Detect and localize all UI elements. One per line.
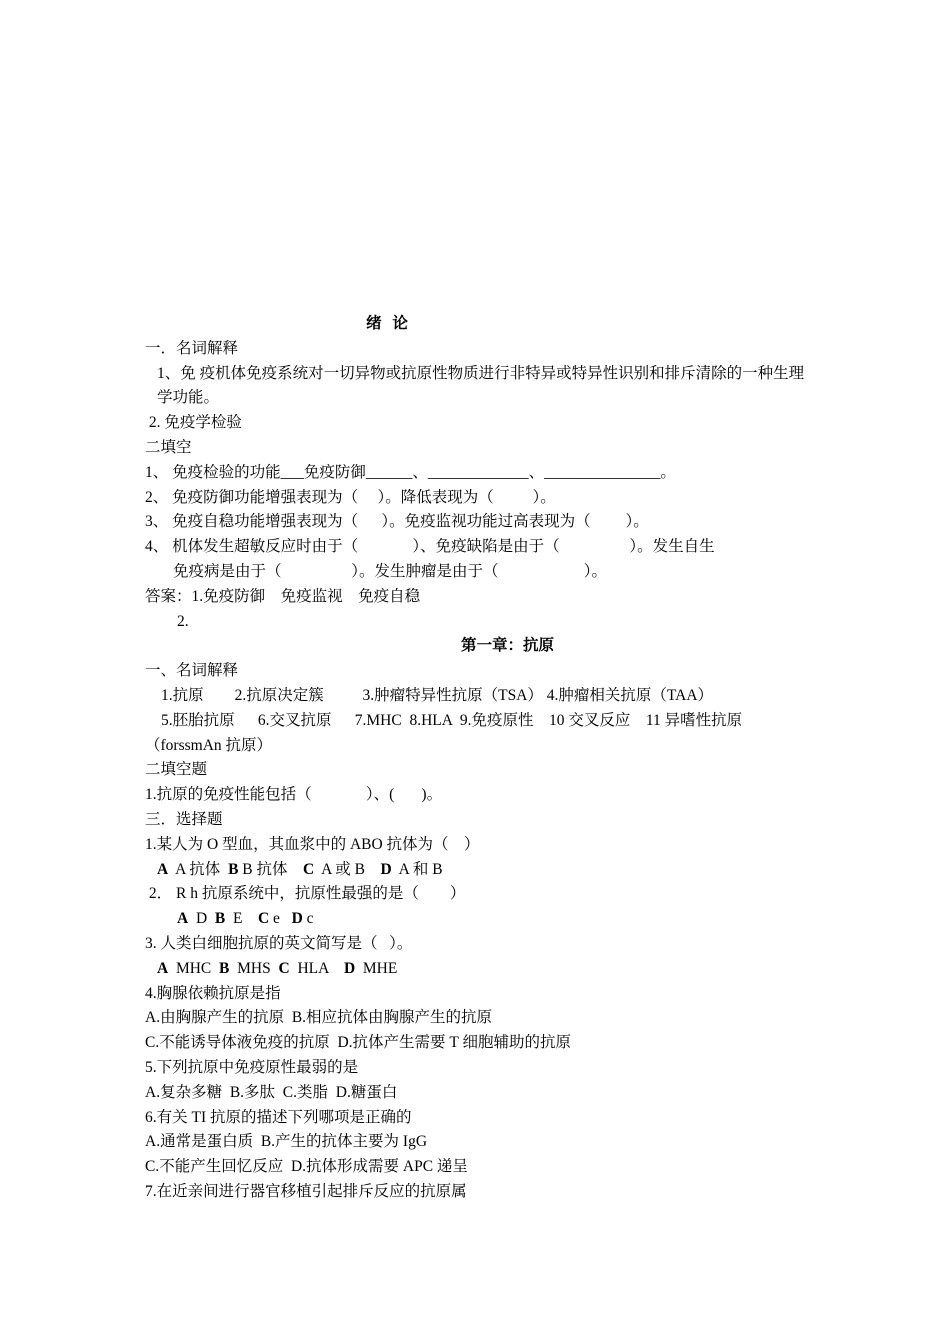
option-text: MHS <box>229 959 279 977</box>
intro-term1: 1、免 疫机体免疫系统对一切异物或抗原性物质进行非特异或特异性识别和排斥清除的一种生理学功能。 <box>157 364 805 407</box>
option-letter: D <box>380 860 392 878</box>
intro-fill3: 3、 免疫自稳功能增强表现为（ ）。免疫监视功能过高表现为（ ）。 <box>145 513 649 531</box>
question-3-options <box>145 957 810 982</box>
option-text: e <box>269 910 292 928</box>
ch1-fill1: 1.抗原的免疫性能包括（ ）、( )。 <box>145 786 443 804</box>
option-letter: B <box>214 910 226 928</box>
question-1: 1.某人为 O 型血，其血浆中的 ABO 抗体为（ ） <box>145 835 480 853</box>
ch1-terms-line1: 1.抗原 2.抗原决定簇 3.肿瘤特异性抗原（TSA） 4.肿瘤相关抗原（TAA） <box>161 686 714 704</box>
option-letter: A <box>177 910 189 928</box>
ch1-terms-line2: 5.胚胎抗原 6.交叉抗原 7.MHC 8.HLA 9.免疫原性 10 交叉反应 11 异嗜性抗原 <box>161 711 743 729</box>
question-4-options-a: A.由胸腺产生的抗原 B.相应抗体由胸腺产生的抗原 <box>145 1009 493 1027</box>
question-2-options <box>145 907 810 932</box>
option-letter: D <box>343 959 356 977</box>
option-letter: C <box>303 860 315 878</box>
intro-fill2: 2、 免疫防御功能增强表现为（ ）。降低表现为（ ）。 <box>145 488 556 506</box>
question-1-options <box>145 858 810 883</box>
ch1-section2-heading: 二填空题 <box>145 761 208 779</box>
question-6-options-a: A.通常是蛋白质 B.产生的抗体主要为 IgG <box>145 1133 428 1151</box>
option-letter: A <box>157 959 169 977</box>
option-letter: A <box>157 860 169 878</box>
question-2: 2． R h 抗原系统中，抗原性最强的是（ ） <box>145 885 466 903</box>
intro-title: 绪 论 <box>366 315 409 332</box>
option-text: D <box>188 910 215 928</box>
intro-section2-heading: 二填空 <box>145 438 192 456</box>
intro-fill4: 4、 机体发生超敏反应时由于（ ）、免疫缺陷是由于（ ）。发生自生 <box>145 538 715 556</box>
question-6: 6.有关 TI 抗原的描述下列哪项是正确的 <box>145 1108 412 1126</box>
question-3: 3. 人类白细胞抗原的英文简写是（ ）。 <box>145 934 413 952</box>
intro-term2: 2. 免疫学检验 <box>145 414 242 432</box>
question-7: 7.在近亲间进行器官移植引起排斥反应的抗原属 <box>145 1182 467 1200</box>
intro-fill4-cont: 免疫病是由于（ ）。发生肿瘤是由于（ ）。 <box>173 562 608 580</box>
option-letter: C <box>278 959 290 977</box>
option-text: E <box>225 910 258 928</box>
chapter1-title: 第一章：抗原 <box>460 637 554 655</box>
question-5: 5.下列抗原中免疫原性最弱的是 <box>145 1058 359 1076</box>
intro-fill1: 1、 免疫检验的功能___免疫防御______、_____________、_______________。 <box>145 463 676 481</box>
intro-answer: 答案：1.免疫防御 免疫监视 免疫自稳 <box>145 587 421 605</box>
ch1-section1-heading: 一、名词解释 <box>145 662 239 680</box>
option-text: MHE <box>355 959 398 977</box>
option-text: HLA <box>289 959 344 977</box>
document-body <box>145 312 810 1205</box>
question-6-options-b: C.不能产生回忆反应 D.抗体形成需要 APC 递呈 <box>145 1158 468 1176</box>
option-text: A 抗体 <box>168 860 229 878</box>
question-4: 4.胸腺依赖抗原是指 <box>145 984 281 1002</box>
option-letter: C <box>257 910 270 928</box>
option-text: A 或 B <box>314 860 381 878</box>
question-4-options-b: C.不能诱导体液免疫的抗原 D.抗体产生需要 T 细胞辅助的抗原 <box>145 1034 571 1052</box>
intro-section1-heading: 一．名词解释 <box>145 339 239 357</box>
option-letter: D <box>291 910 303 928</box>
option-text: MHC <box>168 959 220 977</box>
option-letter: B <box>228 860 239 878</box>
question-5-options: A.复杂多糖 B.多肽 C.类脂 D.糖蛋白 <box>145 1083 398 1101</box>
option-text: B 抗体 <box>238 860 303 878</box>
option-text: c <box>302 910 314 928</box>
option-letter: B <box>219 959 230 977</box>
option-text: A 和 B <box>391 860 443 878</box>
ch1-terms-line3: （forssmAn 抗原） <box>145 736 273 754</box>
ch1-section3-heading: 三．选择题 <box>145 810 223 828</box>
intro-answer2: 2. <box>177 612 189 630</box>
